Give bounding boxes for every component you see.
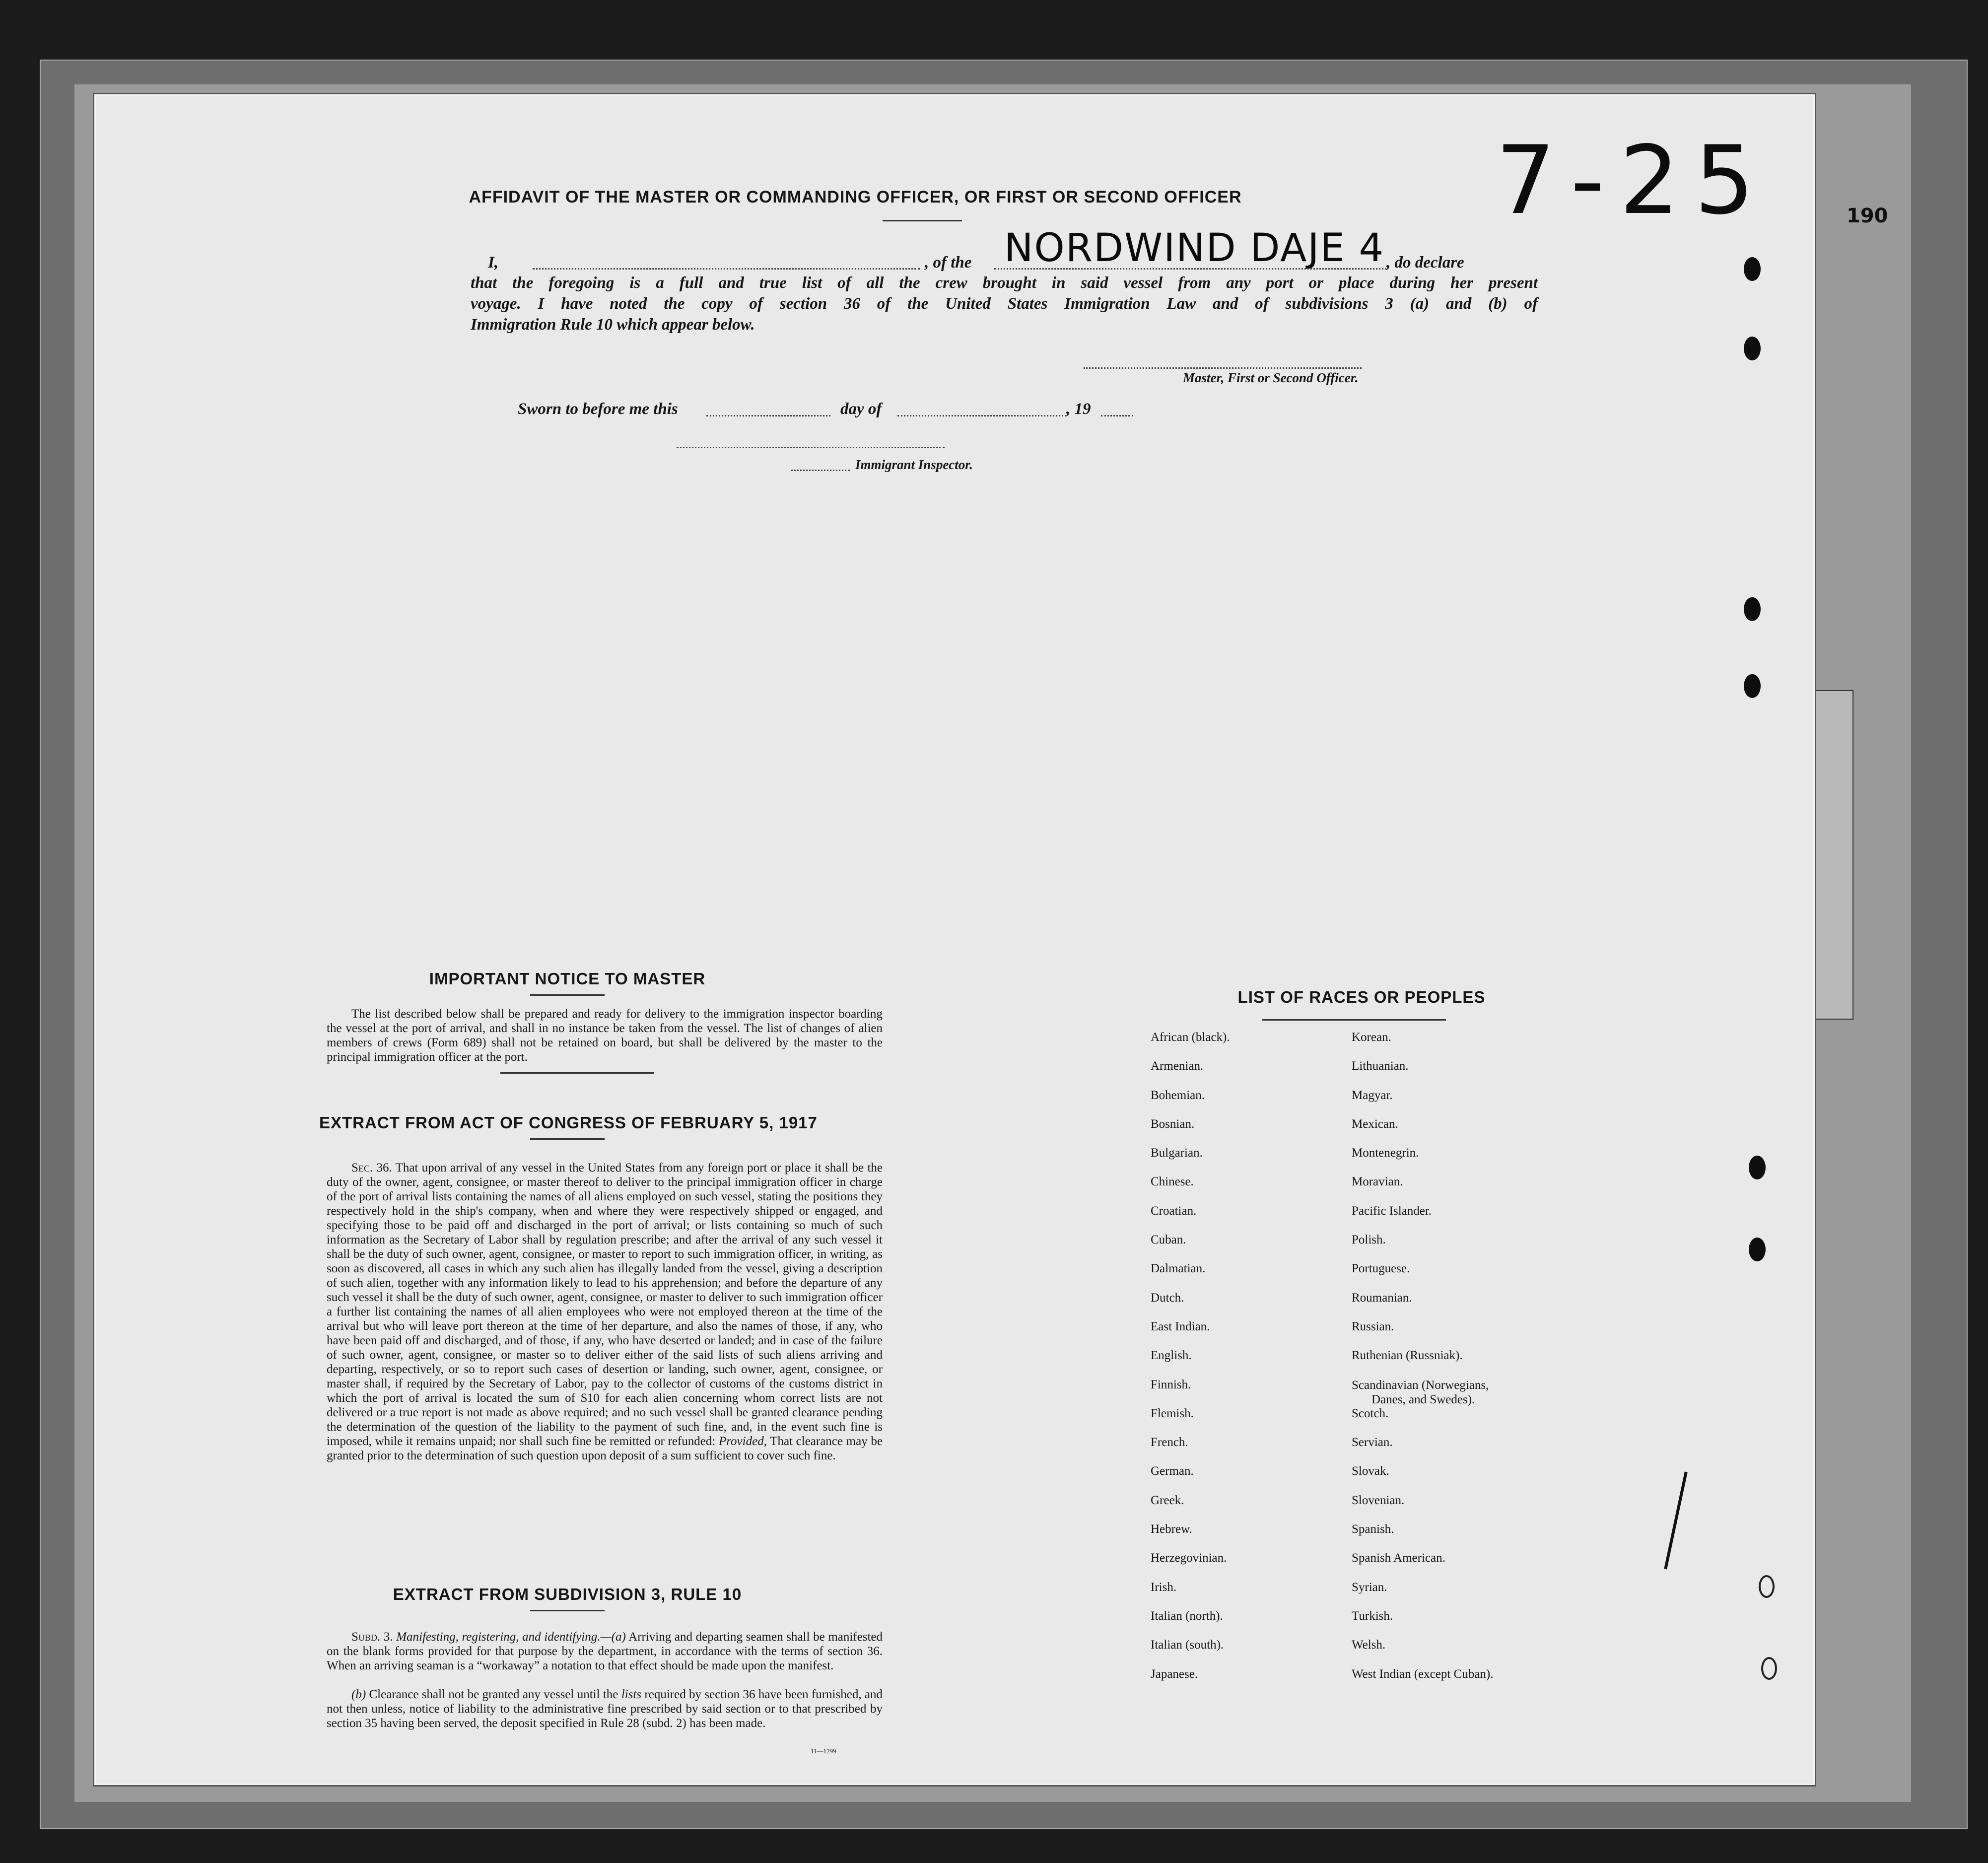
b-mark: (b)	[351, 1688, 366, 1701]
subd-lead: Subd. 3.	[351, 1630, 393, 1644]
race-item: Spanish American.	[1352, 1551, 1445, 1565]
day-field-line	[706, 415, 830, 416]
race-item: Cuban.	[1151, 1233, 1186, 1247]
a-text: Arriving and departing seamen shall be manifested on the blank forms provided for that purpose by the department, in accordance with the terms of section 36. When an arriving seaman is a “workaway” a notation to that effect should be made upon the manifest.	[327, 1630, 883, 1672]
inspector-label: Immigrant Inspector.	[855, 457, 973, 472]
race-item: Pacific Islander.	[1352, 1204, 1432, 1218]
race-item: Welsh.	[1352, 1638, 1386, 1652]
punch-hole	[1749, 1156, 1766, 1179]
race-item: Servian.	[1352, 1436, 1393, 1449]
race-item: Polish.	[1352, 1233, 1386, 1247]
race-item: Bosnian.	[1151, 1117, 1195, 1131]
race-item: German.	[1151, 1464, 1194, 1478]
races-left-column	[1151, 1031, 1230, 1696]
race-item: Finnish.	[1151, 1378, 1191, 1391]
rule-10-b-text	[327, 1687, 883, 1730]
race-item: Chinese.	[1151, 1175, 1194, 1189]
signature-line	[1084, 367, 1362, 369]
inspector-dots	[791, 470, 850, 471]
section-36-text	[327, 1161, 883, 1463]
section-36-tail: That clearance may be granted prior to the determination of such question upon deposit of a sum sufficient to cover such fine.	[327, 1435, 883, 1462]
divider	[530, 1610, 605, 1611]
race-item: Korean.	[1352, 1031, 1391, 1044]
race-item: African (black).	[1151, 1031, 1230, 1044]
month-field-line	[897, 415, 1066, 416]
punch-hole	[1744, 597, 1761, 621]
race-item: Moravian.	[1352, 1175, 1403, 1189]
punch-hole	[1744, 674, 1761, 698]
b-lists: lists	[621, 1688, 642, 1701]
punch-hole	[1744, 257, 1761, 281]
race-item: French.	[1151, 1436, 1188, 1449]
pen-mark	[1664, 1472, 1687, 1570]
race-item: Turkish.	[1352, 1609, 1393, 1623]
race-item: Danes, and Swedes).	[1371, 1392, 1475, 1406]
day-of-label: day of	[840, 400, 882, 418]
race-item-two-line	[1352, 1378, 1493, 1407]
race-item: Montenegrin.	[1352, 1146, 1419, 1160]
race-item: Bulgarian.	[1151, 1146, 1203, 1160]
race-item: East Indian.	[1151, 1319, 1210, 1333]
race-item: Dutch.	[1151, 1291, 1184, 1305]
notice-title: IMPORTANT NOTICE TO MASTER	[429, 969, 706, 988]
race-item: Roumanian.	[1352, 1291, 1412, 1305]
race-item: Herzegovinian.	[1151, 1551, 1227, 1565]
divider	[500, 1072, 654, 1074]
rule-10-a-text	[327, 1630, 883, 1673]
of-the-label: , of the	[925, 254, 972, 272]
races-right-column	[1352, 1031, 1493, 1696]
race-item: English.	[1151, 1349, 1192, 1363]
inspector-signature-line	[677, 447, 945, 448]
race-item: Syrian.	[1352, 1580, 1387, 1594]
race-item: Hebrew.	[1151, 1522, 1192, 1536]
affidavit-text-2: voyage. I have noted the copy of section 36 of the United States Immigration Law and of subdivisions 3 (a) and (b) of	[471, 295, 1538, 313]
divider	[530, 1138, 605, 1140]
subd-heading: Manifesting, registering, and identifying.	[396, 1630, 601, 1644]
section-36-body: That upon arrival of any vessel in the United States from any foreign port or place it shall be the duty of the owner, agent, consignee, or master thereof to deliver to the principal immigration officer in charge of the port of arrival lists containing the names of all aliens employed on such vessel, stating the positions they respectively hold in the ship's company, when and where they were respectively shipped or engaged, and specifying those to be paid off and discharged in the port of arrival; or lists containing so much of such information as the Secretary of Labor shall by regulation prescribe; and after the arrival of any such vessel it shall be the duty of such owner, agent, consignee, or master to report to such immigration officer, in writing, as soon as discovered, all cases in which any such alien has illegally landed from the vessel, giving a description of such alien, together with any information likely to lead to his apprehension; and before the departure of any such vessel it shall be the duty of such owner, agent, consignee, or master to deliver to such immigration officer a further list containing the names of all alien employees who were not employed thereon at the time of the arrival but who will leave port thereon at the time of her departure, and also the names of those, if any, who have been paid off and discharged, and of those, if any, who have deserted or landed; and in case of the failure of such owner, agent, consignee, or master so to deliver either of the said lists of such aliens arriving and departing, respectively, or so to report such cases of desertion or landing, such owner, agent, consignee, or master shall, if required by the Secretary of Labor, pay to the collector of customs of the customs district in which the port of arrival is located the sum of $10 for each alien concerning whom correct lists are not delivered or a true report is not made as above required; and no such vessel shall be granted clearance pending the determination of the question of the liability to the payment of such fine, and, in the event such fine is imposed, while it remains unpaid; nor shall such fine be remitted or refunded:	[327, 1161, 883, 1448]
races-title: LIST OF RACES OR PEOPLES	[1237, 988, 1486, 1006]
divider	[1262, 1019, 1446, 1021]
affidavit-text-1: that the foregoing is a full and true list of all the crew brought in said vessel from any port or place during her present	[471, 274, 1538, 292]
race-item: Slovak.	[1352, 1464, 1389, 1478]
provided-word: Provided,	[718, 1435, 767, 1448]
race-item: Irish.	[1151, 1580, 1177, 1594]
punch-hole	[1749, 1238, 1766, 1261]
race-item: West Indian (except Cuban).	[1352, 1667, 1494, 1681]
race-item: Armenian.	[1151, 1059, 1204, 1073]
race-item: Dalmatian.	[1151, 1262, 1206, 1276]
race-item: Greek.	[1151, 1493, 1184, 1507]
do-declare-label: , do declare	[1386, 254, 1464, 272]
notice-text: The list described below shall be prepared and ready for delivery to the immigration inspector boarding the vessel at the port of arrival, and shall in no instance be taken from the vessel. The list of changes of alien members of crews (Form 689) shall not be retained on board, but shall be delivered by the master to the principal immigration officer at the port.	[327, 1007, 883, 1064]
extract-rule-title: EXTRACT FROM SUBDIVISION 3, RULE 10	[393, 1585, 742, 1603]
a-mark: —(a)	[600, 1630, 626, 1644]
race-item: Magyar.	[1352, 1088, 1393, 1102]
year-label: , 19	[1066, 400, 1091, 418]
divider	[530, 994, 605, 996]
extract-act-title: EXTRACT FROM ACT OF CONGRESS OF FEBRUARY 5, 1917	[319, 1113, 818, 1132]
race-item: Russian.	[1352, 1319, 1394, 1333]
punch-hole	[1759, 1575, 1775, 1598]
race-item: Spanish.	[1352, 1522, 1394, 1536]
name-field-line	[533, 268, 920, 270]
form-number: 11—1299	[811, 1747, 836, 1755]
b-text-1: Clearance shall not be granted any vessel until the	[369, 1688, 618, 1701]
master-label: Master, First or Second Officer.	[1183, 370, 1359, 385]
handwritten-number: 7-25	[1496, 126, 1770, 235]
race-item: Croatian.	[1151, 1204, 1197, 1218]
race-item: Portuguese.	[1352, 1262, 1410, 1276]
affidavit-i-label: I,	[488, 254, 499, 272]
b-text-2: required by section 36 have been furnished, and not then unless, notice of liability to the administrative fine prescribed by said section or to that prescribed by section 35 having been served, the deposit specified in Rule 28 (subd. 2) has been made.	[327, 1688, 883, 1730]
handwritten-vessel-name: NORDWIND DAJE 4	[1004, 226, 1385, 271]
race-item: Mexican.	[1352, 1117, 1398, 1131]
section-36-lead: Sec. 36.	[351, 1161, 392, 1174]
race-item: Japanese.	[1151, 1667, 1198, 1681]
race-item: Flemish.	[1151, 1406, 1194, 1420]
document-page	[94, 94, 1815, 1785]
vessel-field-line	[994, 268, 1386, 270]
affidavit-title: AFFIDAVIT OF THE MASTER OR COMMANDING OFFICER, OR FIRST OR SECOND OFFICER	[469, 188, 1242, 207]
year-field-line	[1101, 415, 1133, 416]
affidavit-text-3: Immigration Rule 10 which appear below.	[471, 316, 755, 334]
sworn-label: Sworn to before me this	[518, 400, 678, 418]
race-item: Bohemian.	[1151, 1088, 1205, 1102]
punch-hole	[1761, 1657, 1777, 1680]
race-item: Italian (south).	[1151, 1638, 1224, 1652]
race-item: Lithuanian.	[1352, 1059, 1409, 1073]
divider	[883, 220, 962, 221]
race-item: Slovenian.	[1352, 1493, 1405, 1507]
page-number: 190	[1847, 205, 1888, 227]
punch-hole	[1744, 337, 1761, 360]
race-item: Italian (north).	[1151, 1609, 1223, 1623]
race-item: Ruthenian (Russniak).	[1352, 1349, 1463, 1363]
race-item: Scotch.	[1352, 1406, 1389, 1420]
race-item: Scandinavian (Norwegians,	[1352, 1378, 1489, 1392]
